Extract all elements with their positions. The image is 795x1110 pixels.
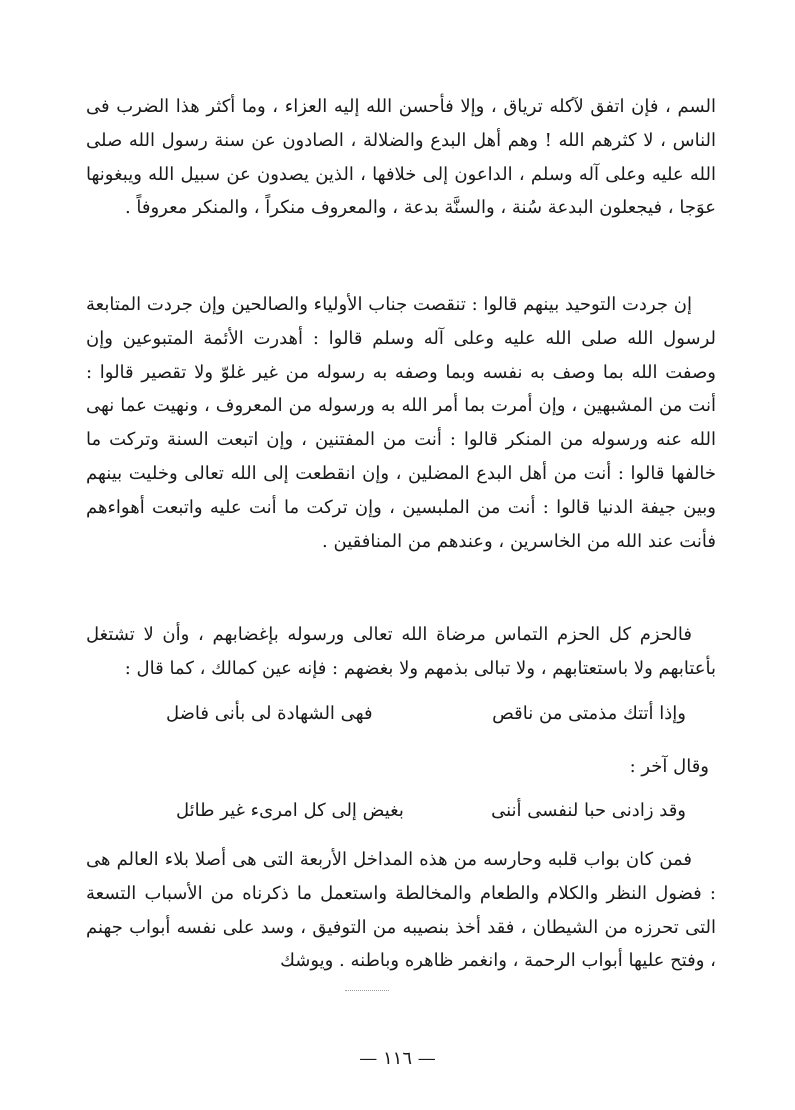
paragraph-3-text: فالحزم كل الحزم التماس مرضاة الله تعالى ورسوله بإغضابهم ، وأن لا تشتغل بأعتابهم ولا باستعتابهم ، ولا تبالى بذمهم ولا بغضهم : فإنه عين كمالك ، كما قال : [86, 624, 716, 679]
verse-2 [86, 800, 716, 821]
page-number: — ١١٦ — [359, 1048, 436, 1069]
scan-smudge [345, 990, 389, 994]
paragraph-1 [86, 90, 716, 225]
verse-2-second-hemistich: بغيض إلى كل امرىء غير طائل [176, 800, 404, 821]
paragraph-2 [86, 288, 716, 558]
verse-1-first-hemistich: وإذا أتتك مذمتى من ناقص [492, 703, 686, 724]
verse-1 [86, 703, 716, 724]
paragraph-1-text: السم ، فإن اتفق لآكله ترياق ، وإلا فأحسن الله إليه العزاء ، وما أكثر هذا الضرب فى الناس ، لا كثرهم الله ! وهم أهل البدع والضلالة ، الصادون عن سنة رسول الله صلى الله عليه وعلى آله وسلم ، الداعون إلى خلافها ، الذين يصدون عن سبيل الله ويبغونها عوَجا ، فيجعلون البدعة سُنة ، والسنَّة بدعة ، والمعروف منكراً ، والمنكر معروفاً . [86, 96, 716, 219]
paragraph-2-text: إن جردت التوحيد بينهم قالوا : تنقصت جناب الأولياء والصالحين وإن جردت المتابعة لرسول الله صلى الله عليه وعلى آله وسلم قالوا : أهدرت الأئمة المتبوعين وإن وصفت الله بما وصف به نفسه وبما وصفه به رسوله من غير غلوّ ولا تقصير قالوا : أنت من المشبهين ، وإن أمرت بما أمر الله به ورسوله من المعروف ، ونهيت عما نهى الله عنه ورسوله من المنكر قالوا : أنت من المفتنين ، وإن اتبعت السنة وتركت ما خالفها قالوا : أنت من أهل البدع المضلين ، وإن انقطعت إلى الله تعالى وخليت بينهم وبين جيفة الدنيا قالوا : أنت من الملبسين ، وإن تركت ما أنت عليه واتبعت أهواءهم فأنت عند الله من الخاسرين ، وعندهم من المنافقين . [86, 294, 716, 552]
verse-1-second-hemistich: فهى الشهادة لى بأنى فاضل [166, 703, 373, 724]
verse-2-first-hemistich: وقد زادنى حبا لنفسى أننى [491, 800, 686, 821]
paragraph-4 [86, 843, 716, 978]
verse-2-intro: وقال آخر : [629, 756, 709, 777]
paragraph-3 [86, 618, 716, 686]
paragraph-4-text: فمن كان بواب قلبه وحارسه من هذه المداخل الأربعة التى هى أصلا بلاء العالم هى : فضول النظر والكلام والطعام والمخالطة واستعمل ما ذكرناه من الأسباب التسعة التى تحرزه من الشيطان ، فقد أخذ بنصيبه من التوفيق ، وسد على نفسه أبواب جهنم ، وفتح عليها أبواب الرحمة ، وانغمر ظاهره وباطنه . ويوشك [86, 849, 716, 972]
